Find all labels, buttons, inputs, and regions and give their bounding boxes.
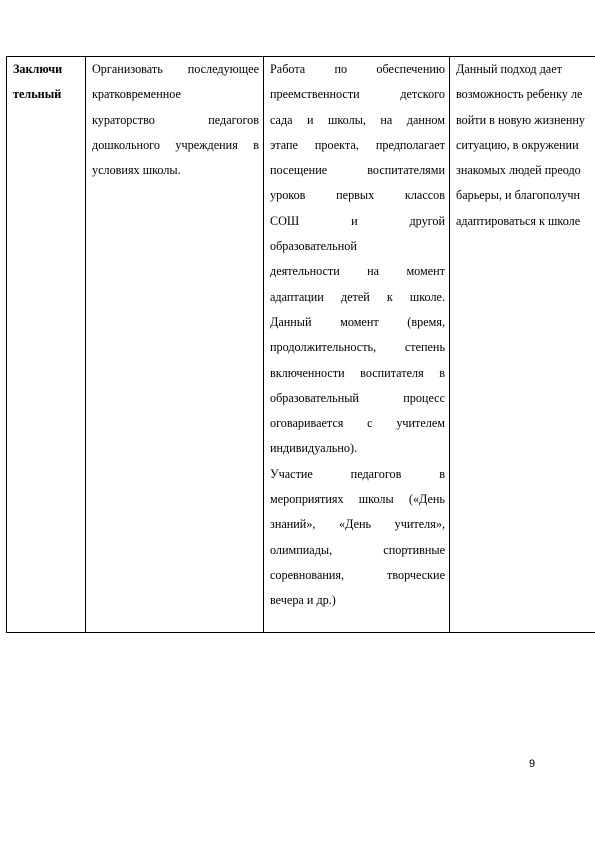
content-line: мероприятиях школы («День (270, 492, 445, 507)
content-line: деятельности на момент (270, 264, 445, 279)
content-line: вечера и др.) (270, 593, 336, 608)
project-stage-table (6, 56, 595, 633)
goal-line: кураторство педагогов (92, 112, 259, 127)
table-row (7, 57, 595, 633)
content-line: соревнования, творческие (270, 567, 445, 582)
content-line: уроков первых классов (270, 188, 445, 203)
content-line: образовательный процесс (270, 390, 445, 405)
content-line: оговаривается с учителем (270, 416, 445, 431)
content-line: включенности воспитателя в (270, 365, 445, 380)
result-line: барьеры, и благополучн (456, 188, 581, 203)
content-line: посещение воспитателями (270, 163, 445, 178)
content-line: адаптации детей к школе. (270, 289, 445, 304)
content-line: сада и школы, на данном (270, 112, 445, 127)
goal-cell (86, 57, 264, 633)
content-line: индивидуально). (270, 441, 358, 456)
content-cell (264, 57, 450, 633)
content-line: Работа по обеспечению (270, 62, 445, 76)
content-text (264, 57, 449, 614)
content-line: олимпиады, спортивные (270, 542, 445, 557)
result-line: возможность ребенку ле (456, 87, 583, 102)
result-cell (450, 57, 595, 633)
content-line: продолжительность, степень (270, 340, 445, 355)
goal-line: кратковременное (92, 87, 181, 102)
stage-line: тельный (13, 87, 62, 102)
content-line: Данный момент (время, (270, 314, 445, 329)
content-line: преемственности детского (270, 87, 445, 102)
result-line: адаптироваться к школе (456, 213, 581, 228)
content-line: знаний», «День учителя», (270, 517, 445, 532)
content-line: этапе проекта, предполагает (270, 137, 445, 152)
result-line: ситуацию, в окружении (456, 137, 579, 152)
page-number: 9 (529, 758, 536, 770)
stage-line: Заключи (13, 62, 63, 76)
content-line: СОШ и другой (270, 213, 445, 228)
goal-line: дошкольного учреждения в (92, 137, 259, 152)
result-line: войти в новую жизненну (456, 112, 586, 127)
result-line: знакомых людей преодо (456, 163, 581, 178)
stage-text (7, 57, 85, 108)
goal-text (86, 57, 263, 183)
goal-line: условиях школы. (92, 163, 181, 178)
content-line: Участие педагогов в (270, 466, 445, 481)
content-line: образовательной (270, 239, 357, 254)
result-line: Данный подход дает (456, 62, 562, 76)
result-text (450, 57, 595, 234)
stage-cell (7, 57, 86, 633)
goal-line: Организовать последующее (92, 62, 259, 76)
